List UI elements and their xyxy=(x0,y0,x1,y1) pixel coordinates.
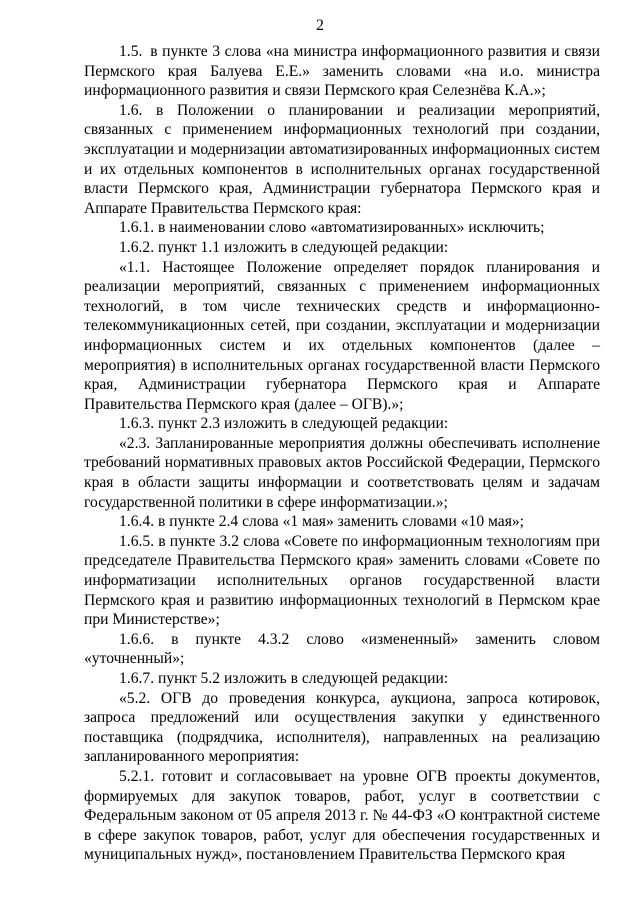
quoted-clause-5-2: «5.2. ОГВ до проведения конкурса, аукциона, запроса котировок, запроса предложений или осуществления закупки у единственного поставщика (подрядчика, исполнителя), направленных на реализацию запланированного мероприятия: xyxy=(84,689,600,766)
quoted-clause-2-3: «2.3. Запланированные мероприятия должны обеспечивать исполнение требований нормативных правовых актов Российской Федерации, Пермского края в области защиты информации и соответствовать целям и задачам государственной политики в сфере информатизации.»; xyxy=(84,434,600,511)
paragraph-1-5: 1.5. в пункте 3 слова «на министра информационного развития и связи Пермского края Балуева Е.Е.» заменить словами «на и.о. министра информационного развития и связи Пермского края Селезнёва К.А.»; xyxy=(84,43,600,100)
paragraph-1-6-1: 1.6.1. в наименовании слово «автоматизированных» исключить; xyxy=(119,219,545,237)
document-body xyxy=(84,42,600,865)
paragraph-1-6-5: 1.6.5. в пункте 3.2 слова «Совете по информационным технологиям при председателе Правительства Пермского края» заменить словами «Совете по информатизации исполнительных органов государственной власти Пермского края и развитию информационных технологий в Пермском крае при Министерстве»; xyxy=(84,532,600,629)
paragraph-1-6-3: 1.6.3. пункт 2.3 изложить в следующей редакции: xyxy=(119,415,449,433)
paragraph-1-6-6: 1.6.6. в пункте 4.3.2 слово «измененный» заменить словом «уточненный»; xyxy=(84,630,600,668)
clause-5-2-1: 5.2.1. готовит и согласовывает на уровне ОГВ проекты документов, формируемых для закупок товаров, работ, услуг в соответствии с Федеральным законом от 05 апреля 2013 г. № 44-ФЗ «О контрактной системе в сфере закупок товаров, работ, услуг для обеспечения государственных и муниципальных нужд», постановлением Правительства Пермского края xyxy=(84,767,600,864)
paragraph-1-6: 1.6. в Положении о планировании и реализации мероприятий, связанных с применением информационных технологий при создании, эксплуатации и модернизации автоматизированных информационных систем и их отдельных компонентов в исполнительных органах государственной власти Пермского края, Администрации губернатора Пермского края и Аппарате Правительства Пермского края: xyxy=(84,101,600,217)
paragraph-1-6-7: 1.6.7. пункт 5.2 изложить в следующей редакции: xyxy=(119,670,449,687)
paragraph-1-6-2: 1.6.2. пункт 1.1 изложить в следующей редакции: xyxy=(119,238,449,256)
page-number: 2 xyxy=(316,17,324,34)
quoted-clause-1-1: «1.1. Настоящее Положение определяет порядок планирования и реализации мероприятий, связанных с применением информационных технологий, в том числе технических средств и информационно-телекоммуникационных сетей, при создании, эксплуатации и модернизации информационных систем и их отдельных компонентов (далее – мероприятия) в исполнительных органах государственной власти Пермского края, Администрации губернатора Пермского края и Аппарате Правительства Пермского края (далее – ОГВ).»; xyxy=(84,258,600,413)
paragraph-1-6-4: 1.6.4. в пункте 2.4 слова «1 мая» заменить словами «10 мая»; xyxy=(119,513,524,531)
